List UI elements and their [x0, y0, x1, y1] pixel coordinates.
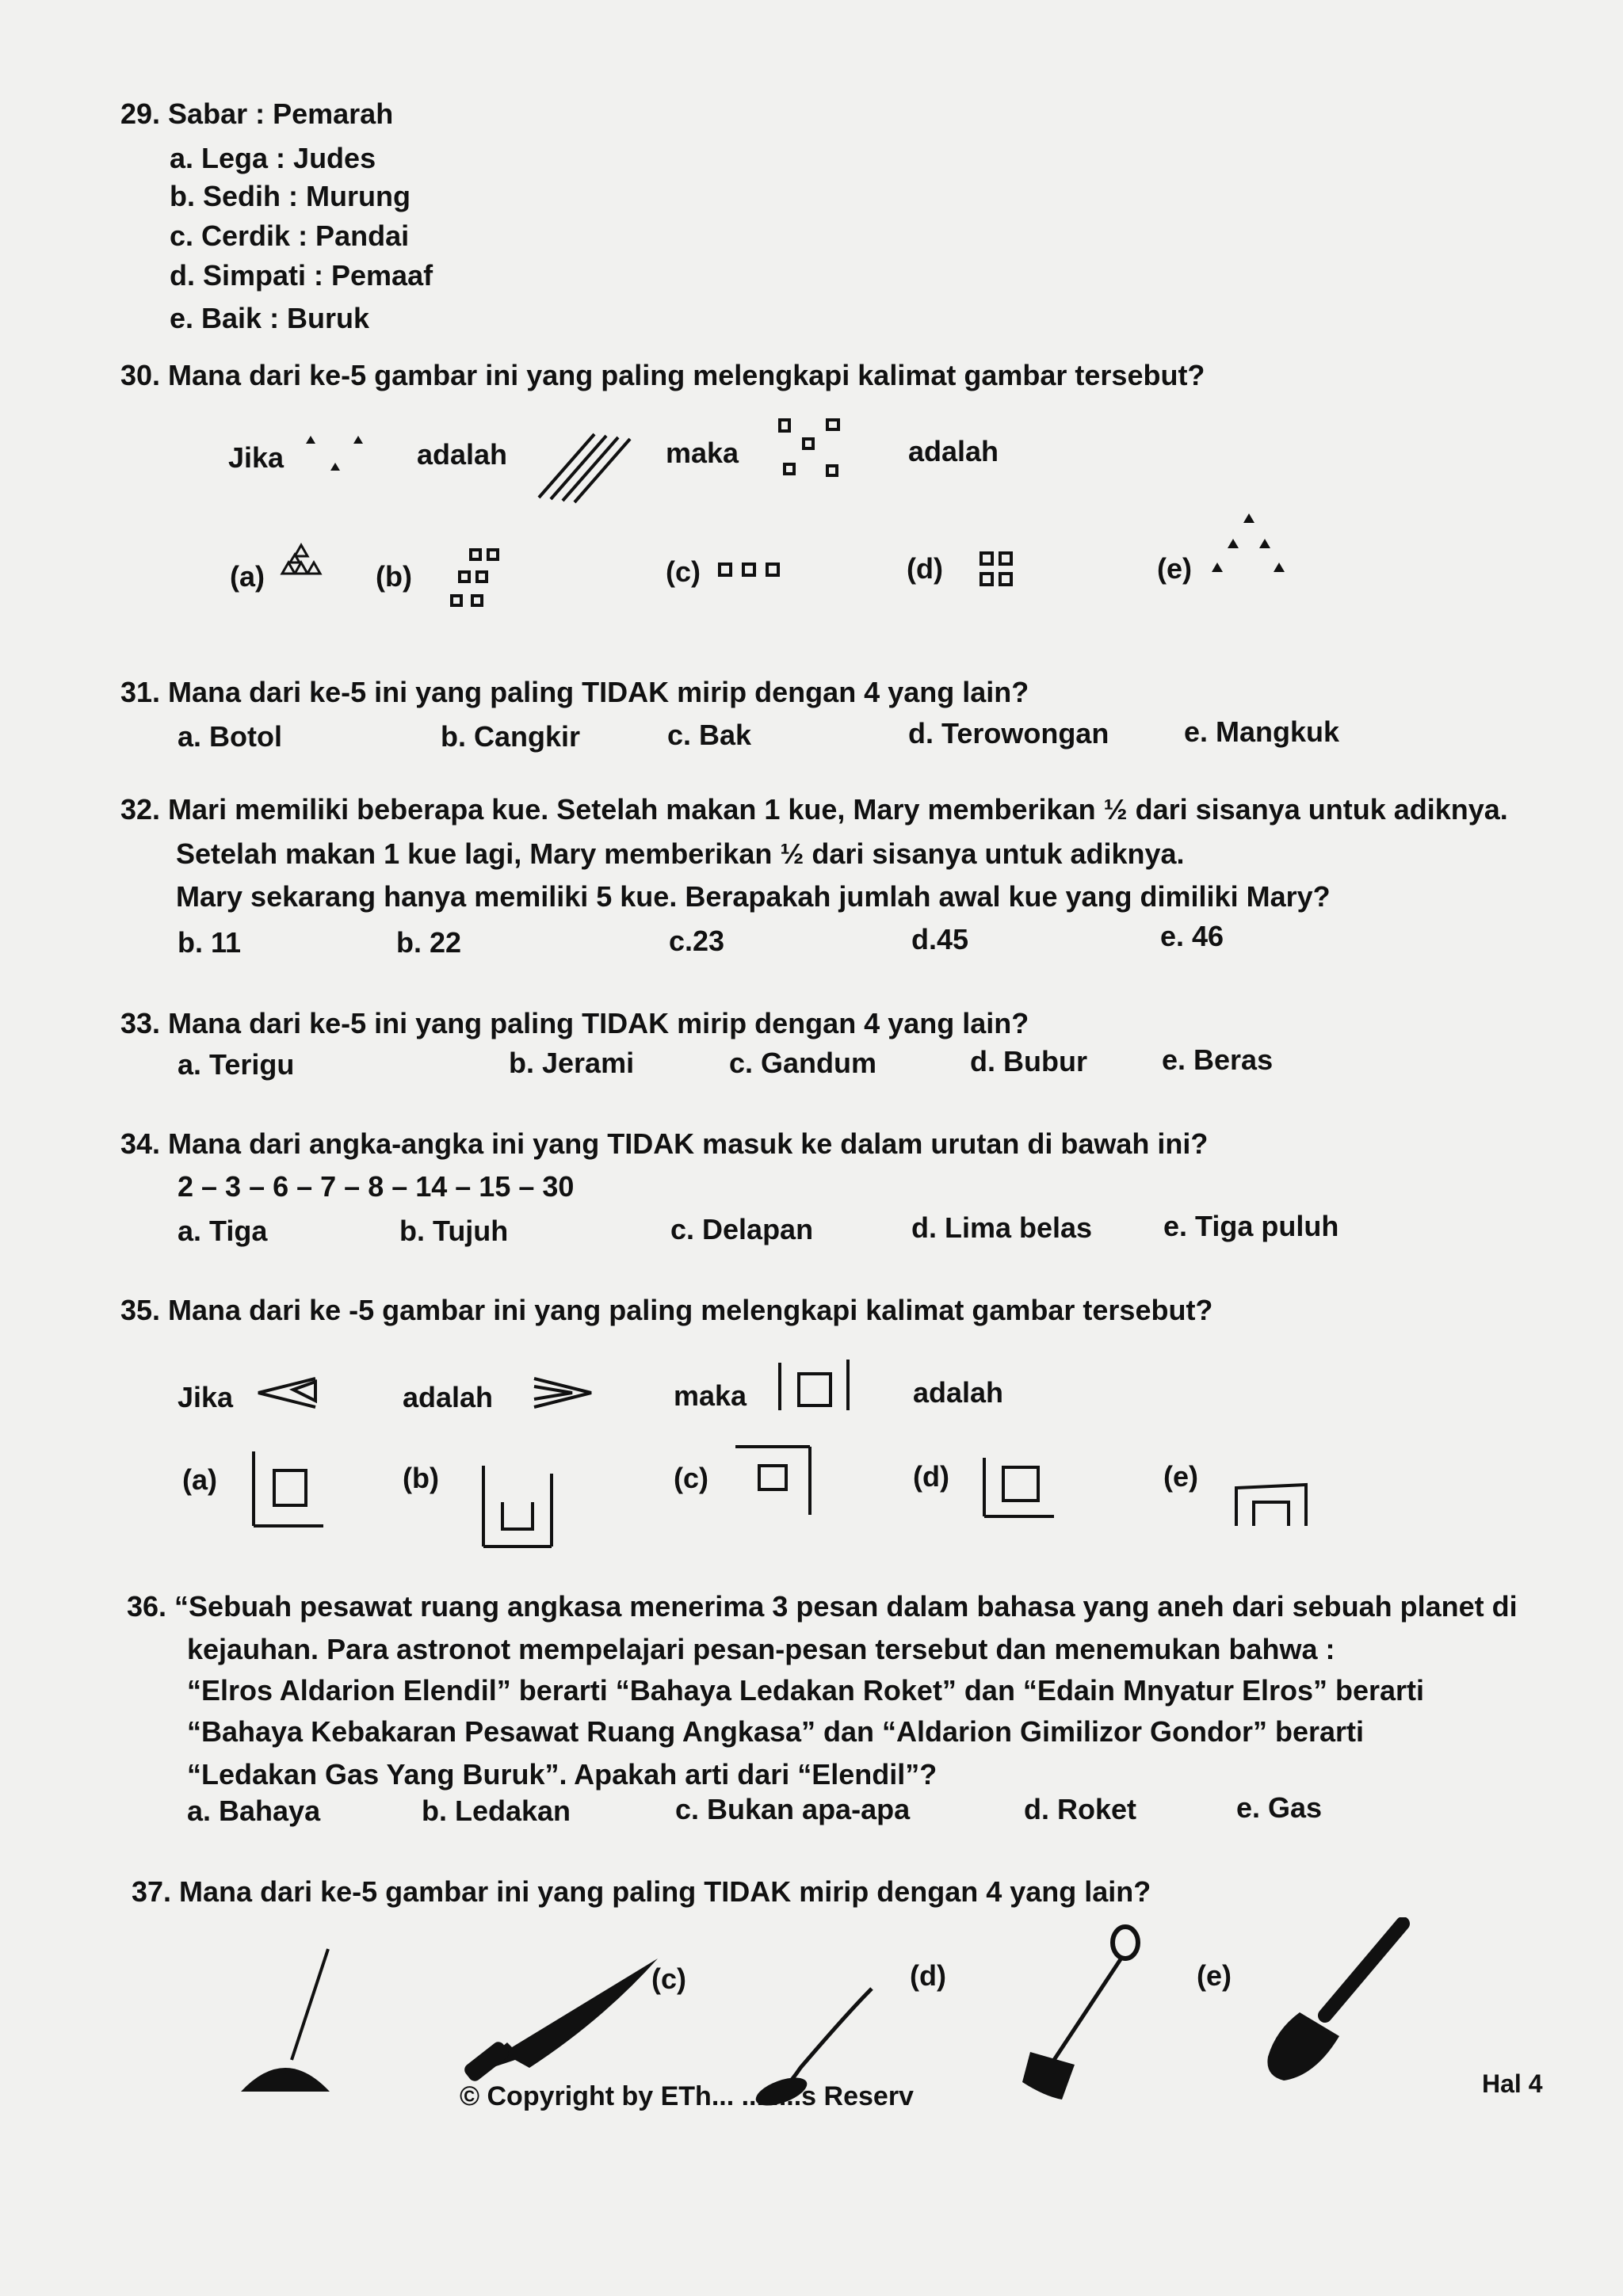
q30-option-b-squares-icon — [428, 543, 515, 623]
q36-line-5: “Ledakan Gas Yang Buruk”. Apakah arti dari “Elendil”? — [187, 1758, 938, 1791]
shovel-icon — [999, 1917, 1157, 2107]
q35-option-d: (d) — [913, 1460, 949, 1493]
q34-sequence: 2 – 3 – 6 – 7 – 8 – 14 – 15 – 30 — [178, 1170, 575, 1203]
q36-option-c: c. Bukan apa-apa — [675, 1793, 911, 1825]
q37-option-c: (c) — [651, 1962, 686, 1995]
q35-maka: maka — [674, 1379, 747, 1412]
q30-maka: maka — [666, 437, 739, 469]
q29-option-c: c. Cerdik : Pandai — [170, 219, 410, 252]
q30-option-d-squares-icon — [975, 547, 1022, 594]
square-cluster-icon — [777, 412, 856, 483]
q37-option-d: (d) — [910, 1959, 946, 1992]
q32-option-c: c.23 — [669, 925, 725, 957]
q32-line-1: 32. Mari memiliki beberapa kue. Setelah makan 1 kue, Mary memberikan ½ dari sisanya untuk adiknya. — [120, 793, 1508, 826]
q29-option-b: b. Sedih : Murung — [170, 180, 411, 212]
page-number: Hal 4 — [1482, 2069, 1543, 2098]
q34-option-e: e. Tiga puluh — [1163, 1210, 1339, 1242]
q36-option-d: d. Roket — [1024, 1793, 1137, 1825]
q30-option-b: (b) — [376, 560, 412, 593]
q36-line-4: “Bahaya Kebakaran Pesawat Ruang Angkasa” dan “Aldarion Gimilizor Gondor” berarti — [187, 1715, 1365, 1748]
q36-option-e: e. Gas — [1236, 1791, 1323, 1824]
q29-option-d: d. Simpati : Pemaaf — [170, 259, 433, 292]
q35-option-a: (a) — [182, 1463, 217, 1496]
q36-option-b: b. Ledakan — [422, 1794, 571, 1827]
q30-option-a: (a) — [230, 560, 265, 593]
mop-icon — [230, 1941, 349, 2100]
q30-adalah-1: adalah — [417, 438, 508, 471]
q30-option-c-squares-icon — [713, 555, 800, 586]
q35-stem: 35. Mana dari ke -5 gambar ini yang paling melengkapi kalimat gambar tersebut? — [120, 1294, 1213, 1326]
q33-option-a: a. Terigu — [178, 1048, 295, 1081]
q33-option-d: d. Bubur — [970, 1045, 1087, 1077]
q30-jika: Jika — [228, 441, 285, 474]
q37-option-e: (e) — [1197, 1959, 1232, 1992]
triangle-cluster-icon — [293, 428, 372, 483]
q31-stem: 31. Mana dari ke-5 ini yang paling TIDAK mirip dengan 4 yang lain? — [120, 676, 1029, 708]
q33-option-b: b. Jerami — [509, 1047, 635, 1079]
q31-option-e: e. Mangkuk — [1184, 715, 1340, 748]
q34-option-c: c. Delapan — [670, 1213, 814, 1245]
q37-stem: 37. Mana dari ke-5 gambar ini yang paling TIDAK mirip dengan 4 yang lain? — [132, 1875, 1151, 1908]
q32-option-d: d.45 — [911, 923, 969, 955]
q36-option-a: a. Bahaya — [187, 1794, 321, 1827]
q30-option-e: (e) — [1157, 552, 1192, 585]
spatula-icon — [1252, 1917, 1411, 2092]
q30-stem: 30. Mana dari ke-5 gambar ini yang paling melengkapi kalimat gambar tersebut? — [120, 359, 1205, 391]
q36-line-1: 36. “Sebuah pesawat ruang angkasa menerima 3 pesan dalam bahasa yang aneh dari sebuah planet di — [127, 1590, 1518, 1623]
double-chevron-right-icon — [528, 1374, 599, 1413]
q34-stem: 34. Mana dari angka-angka ini yang TIDAK masuk ke dalam urutan di bawah ini? — [120, 1127, 1209, 1160]
q31-option-d: d. Terowongan — [908, 717, 1109, 749]
q35-option-b: (b) — [403, 1462, 439, 1494]
q35-option-e-shape-icon — [1230, 1478, 1317, 1542]
q29-stem: 29. Sabar : Pemarah — [120, 97, 394, 130]
q35-option-c-shape-icon — [732, 1436, 819, 1523]
q30-adalah-2: adalah — [908, 435, 999, 467]
q31-option-b: b. Cangkir — [441, 720, 581, 753]
q35-jika: Jika — [178, 1381, 234, 1413]
q32-line-2: Setelah makan 1 kue lagi, Mary memberikan ½ dari sisanya untuk adiknya. — [176, 837, 1185, 870]
q33-stem: 33. Mana dari ke-5 ini yang paling TIDAK mirip dengan 4 yang lain? — [120, 1007, 1029, 1039]
q35-adalah-2: adalah — [913, 1376, 1004, 1409]
q31-option-c: c. Bak — [667, 719, 752, 751]
q32-option-b: b. 22 — [396, 926, 462, 959]
knife-icon — [460, 1949, 666, 2084]
q35-option-e: (e) — [1163, 1460, 1198, 1493]
q29-option-e: e. Baik : Buruk — [170, 302, 370, 334]
q35-option-a-shape-icon — [244, 1447, 331, 1534]
diagonal-lines-icon — [531, 426, 634, 505]
q35-option-b-shape-icon — [475, 1458, 563, 1553]
q35-option-d-shape-icon — [978, 1453, 1065, 1524]
q33-option-c: c. Gandum — [729, 1047, 877, 1079]
q34-option-a: a. Tiga — [178, 1215, 268, 1247]
q36-line-2: kejauhan. Para astronot mempelajari pesan-pesan tersebut dan menemukan bahwa : — [187, 1633, 1335, 1665]
q35-adalah-1: adalah — [403, 1381, 494, 1413]
q36-line-3: “Elros Aldarion Elendil” berarti “Bahaya Ledakan Roket” dan “Edain Mnyatur Elros” berarti — [187, 1674, 1425, 1707]
q34-option-d: d. Lima belas — [911, 1211, 1093, 1244]
q30-option-e-triangles-icon — [1205, 504, 1292, 583]
bracket-square-icon — [775, 1355, 854, 1418]
open-arrow-left-icon — [252, 1374, 323, 1413]
q32-line-3: Mary sekarang hanya memiliki 5 kue. Berapakah jumlah awal kue yang dimiliki Mary? — [176, 880, 1331, 913]
q35-option-c: (c) — [674, 1462, 708, 1494]
q29-option-a: a. Lega : Judes — [170, 142, 376, 174]
q30-option-d: (d) — [907, 552, 943, 585]
q33-option-e: e. Beras — [1162, 1043, 1274, 1076]
q32-option-e: e. 46 — [1160, 920, 1224, 952]
q32-option-a: b. 11 — [178, 926, 242, 959]
q31-option-a: a. Botol — [178, 720, 282, 753]
q30-option-c: (c) — [666, 555, 701, 588]
q30-option-a-triangles-icon — [273, 539, 336, 594]
q34-option-b: b. Tujuh — [399, 1215, 509, 1247]
copyright-text: © Copyright by ETh... ........s Reserv — [460, 2081, 914, 2111]
